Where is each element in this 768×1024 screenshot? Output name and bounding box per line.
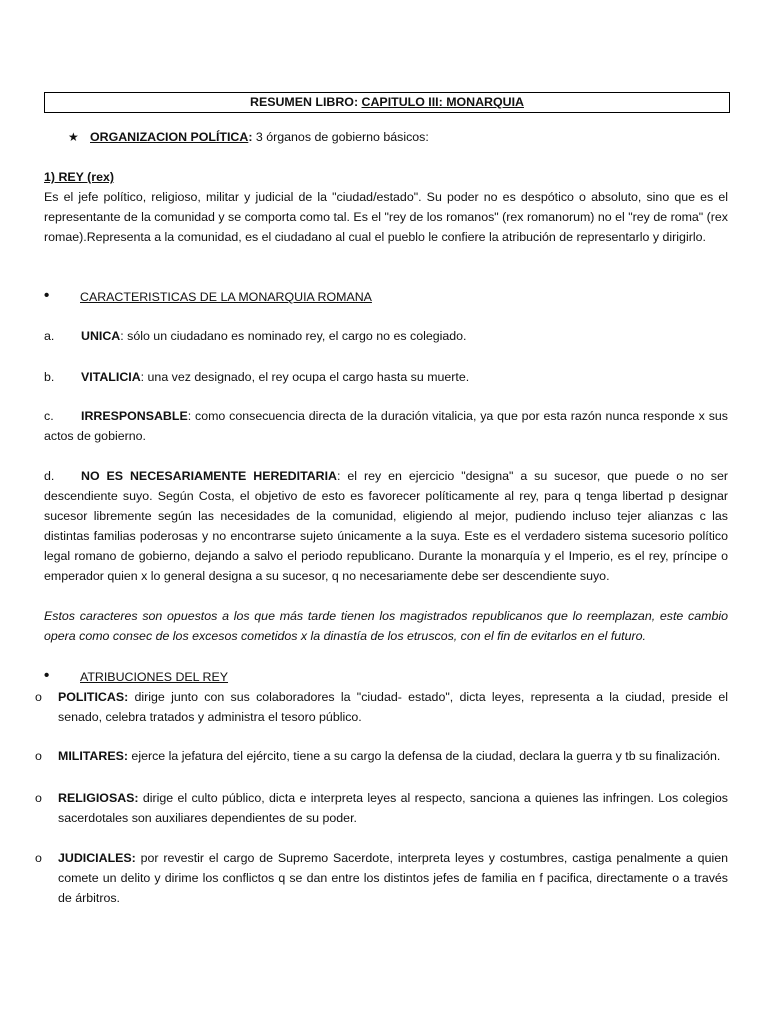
circle-bullet-icon: o	[35, 749, 42, 763]
org-label: ORGANIZACION POLÍTICA	[90, 130, 249, 144]
caracteristica-item: c. IRRESPONSABLE: como consecuencia directa de la duración vitalicia, ya que por esta razón nunca responde x sus actos de gobierno.	[44, 409, 728, 443]
circle-bullet-icon: o	[35, 851, 42, 865]
atribuciones-heading: ATRIBUCIONES DEL REY	[80, 670, 229, 684]
caracteristica-item: d. NO ES NECESARIAMENTE HEREDITARIA: el rey en ejercicio "designa" a su sucesor, que puede o no ser descendiente suyo. Según Costa, el objetivo de esto es favorecer políticamente al rey, para q tenga libertad p designar sucesor libremente según las necesidades de la comunidad, eligiendo al mejor, pudiendo incluso tejer alianzas c las distintas familias poderosas y no encontrarse sujeto únicamente a la suya. Este es el verdadero sistema sucesorio político legal romano de gobierno, dejando a salvo el periodo republicano. Durante la monarquía y el Imperio, es el rey, príncipe o emperador quien x lo general designa a su sucesor, q no necesariamente debe ser descendiente suyo.	[44, 469, 728, 583]
circle-bullet-icon: o	[35, 690, 42, 704]
atribuciones-bullet-icon: •	[44, 667, 50, 684]
rey-heading: 1) REY (rex)	[44, 170, 115, 184]
atribucion-item: RELIGIOSAS: dirige el culto público, dicta e interpreta leyes al respecto, sanciona a quienes las infringen. Los colegios sacerdotales son auxiliares dependientes de su poder.	[58, 791, 728, 825]
caracteristicas-heading: CARACTERISTICAS DE LA MONARQUIA ROMANA	[80, 290, 372, 304]
atribucion-item: MILITARES: ejerce la jefatura del ejército, tiene a su cargo la defensa de la ciudad, declara la guerra y tb su finalización.	[58, 749, 721, 763]
org-line	[90, 127, 730, 147]
document-title	[44, 92, 730, 113]
atribucion-item: POLITICAS: dirige junto con sus colaboradores la "ciudad- estado", dicta leyes, representa a la ciudad, preside el senado, celebra tratados y administra el tesoro público.	[58, 690, 728, 724]
caracteristicas-bullet-icon: •	[44, 287, 50, 304]
org-colon: :	[248, 130, 253, 144]
org-text: 3 órganos de gobierno básicos:	[252, 130, 429, 144]
caracteristica-item: a. UNICA: sólo un ciudadano es nominado rey, el cargo no es colegiado.	[44, 329, 467, 343]
atribucion-item: JUDICIALES: por revestir el cargo de Supremo Sacerdote, interpreta leyes y costumbres, castiga penalmente a quien comete un delito y dirime los conflictos q se dan entre los distintos jefes de familia en f pacifica, directamente o a través de árbitros.	[58, 851, 728, 905]
rey-paragraph: Es el jefe político, religioso, militar y judicial de la "ciudad/estado". Su poder no es despótico o absoluto, sino que es el representante de la comunidad y se comporta como tal. Es el "rey de los romanos" (rex romanorum) no el "rey de roma" (rex romae).Representa a la comunidad, es el ciudadano al cual el pueblo le confiere la atribución de representarlo y dirigirlo.	[44, 190, 728, 244]
chapter-title: CAPITULO III: MONARQUIA	[361, 95, 524, 109]
circle-bullet-icon: o	[35, 791, 42, 805]
title-prefix: RESUMEN LIBRO:	[250, 95, 362, 109]
caracteristica-item: b. VITALICIA: una vez designado, el rey ocupa el cargo hasta su muerte.	[44, 370, 470, 384]
star-bullet-icon: ★	[68, 130, 79, 144]
caracteristicas-note: Estos caracteres son opuestos a los que más tarde tienen los magistrados republicanos que lo reemplazan, este cambio opera como consec de los excesos cometidos x la dinastía de los etruscos, con el fin de evitarlos en el futuro.	[44, 609, 728, 643]
